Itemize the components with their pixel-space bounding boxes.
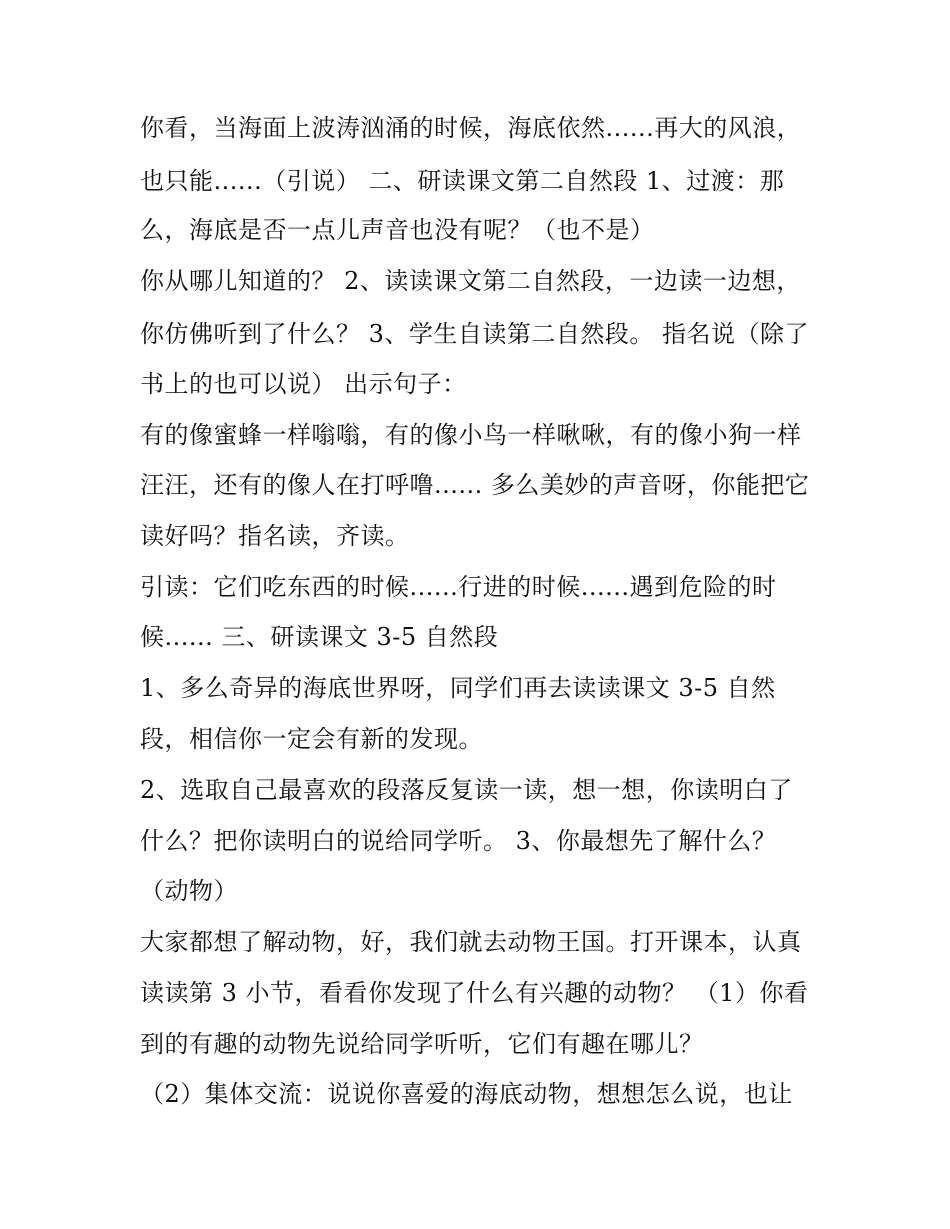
text-line: 到的有趣的动物先说给同学听听，它们有趣在哪儿？ — [140, 1030, 704, 1058]
text-line: 2、选取自己最喜欢的段落反复读一读，想一想，你读明白了 — [140, 776, 793, 804]
text-line: （2）集体交流：说说你喜爱的海底动物，想想怎么说，也让 — [140, 1080, 793, 1108]
text-line: 读读第 3 小节，看看你发现了什么有兴趣的动物？ （1）你看 — [140, 979, 809, 1007]
text-line: 1、多么奇异的海底世界呀，同学们再去读读课文 3-5 自然 — [140, 674, 776, 702]
text-line: 大家都想了解动物，好，我们就去动物王国。打开课本，认真 — [140, 928, 802, 956]
text-line: 什么？把你读明白的说给同学听。 3、你最想先了解什么？ — [140, 827, 777, 855]
text-line: 引读：它们吃东西的时候......行进的时候......遇到危险的时 — [140, 573, 777, 601]
text-line: （动物） — [140, 877, 238, 905]
text-line: 读好吗？指名读，齐读。 — [140, 522, 410, 550]
text-line: 汪汪，还有的像人在打呼噜...... 多么美妙的声音呀，你能把它 — [140, 471, 810, 499]
text-line: 候...... 三、研读课文 3-5 自然段 — [140, 623, 499, 651]
text-line: 你看，当海面上波涛汹涌的时候，海底依然......再大的风浪， — [140, 114, 802, 142]
text-line: 么，海底是否一点儿声音也没有呢？（也不是） — [140, 216, 655, 244]
text-line: 段，相信你一定会有新的发现。 — [140, 725, 483, 753]
text-line: 也只能......（引说） 二、研读课文第二自然段 1、过渡：那 — [140, 167, 785, 195]
text-line: 有的像蜜蜂一样嗡嗡，有的像小鸟一样啾啾，有的像小狗一样 — [140, 421, 802, 449]
text-line: 你从哪儿知道的？ 2、读读课文第二自然段，一边读一边想， — [140, 267, 801, 295]
text-line: 书上的也可以说） 出示句子： — [140, 370, 467, 398]
text-line: 你仿佛听到了什么？ 3、学生自读第二自然段。 指名说（除了 — [140, 320, 810, 348]
